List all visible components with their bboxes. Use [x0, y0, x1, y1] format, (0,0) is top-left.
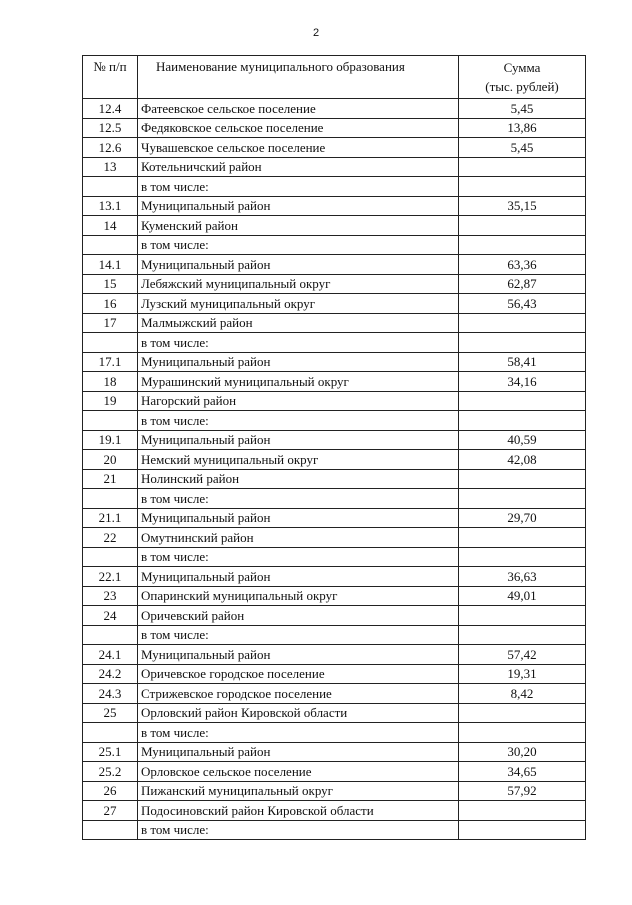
row-name: Лузский муниципальный округ: [138, 294, 459, 314]
row-sum: 58,41: [459, 352, 586, 372]
row-name: Муниципальный район: [138, 645, 459, 665]
table-row: [83, 430, 586, 450]
row-number: 17.1: [83, 352, 138, 372]
row-number: [83, 820, 138, 840]
table-row: [83, 547, 586, 567]
row-number: 12.5: [83, 118, 138, 138]
row-name: Котельничский район: [138, 157, 459, 177]
table-row: [83, 606, 586, 626]
row-name: Куменский район: [138, 216, 459, 236]
row-number: [83, 177, 138, 197]
table-row: [83, 801, 586, 821]
row-name: Муниципальный район: [138, 508, 459, 528]
table-row: [83, 196, 586, 216]
row-number: 22.1: [83, 567, 138, 587]
table-row: [83, 703, 586, 723]
table-row: [83, 742, 586, 762]
row-sum: [459, 723, 586, 743]
row-name: Мурашинский муниципальный округ: [138, 372, 459, 392]
row-name: Стрижевское городское поселение: [138, 684, 459, 704]
row-number: 24.3: [83, 684, 138, 704]
row-number: 18: [83, 372, 138, 392]
row-sum: 62,87: [459, 274, 586, 294]
row-name: Лебяжский муниципальный округ: [138, 274, 459, 294]
row-number: 25.1: [83, 742, 138, 762]
table-row: [83, 625, 586, 645]
row-number: 16: [83, 294, 138, 314]
row-name: Малмыжский район: [138, 313, 459, 333]
row-sum: 63,36: [459, 255, 586, 275]
row-sum: 36,63: [459, 567, 586, 587]
table-row: [83, 99, 586, 119]
header-sum-unit: (тыс. рублей): [485, 79, 559, 94]
row-number: 25: [83, 703, 138, 723]
row-name: Орловский район Кировской области: [138, 703, 459, 723]
header-number: № п/п: [83, 56, 138, 99]
row-number: [83, 547, 138, 567]
header-sum-title: Сумма: [503, 60, 541, 75]
row-name: Оричевское городское поселение: [138, 664, 459, 684]
table-row: [83, 294, 586, 314]
header-name: Наименование муниципального образования: [138, 56, 459, 99]
row-name: в том числе:: [138, 235, 459, 255]
row-name: Муниципальный район: [138, 255, 459, 275]
row-sum: 5,45: [459, 99, 586, 119]
row-sum: 40,59: [459, 430, 586, 450]
row-name: в том числе:: [138, 333, 459, 353]
row-sum: [459, 469, 586, 489]
table-row: [83, 235, 586, 255]
table-row: [83, 138, 586, 158]
row-sum: 42,08: [459, 450, 586, 470]
table-row: [83, 645, 586, 665]
row-name: Оричевский район: [138, 606, 459, 626]
allocation-table: [82, 55, 586, 840]
row-name: Чувашевское сельское поселение: [138, 138, 459, 158]
row-sum: [459, 801, 586, 821]
row-sum: 35,15: [459, 196, 586, 216]
row-sum: 56,43: [459, 294, 586, 314]
row-number: 14: [83, 216, 138, 236]
row-number: [83, 411, 138, 431]
row-number: [83, 625, 138, 645]
row-sum: 29,70: [459, 508, 586, 528]
row-number: 25.2: [83, 762, 138, 782]
table-row: [83, 723, 586, 743]
row-name: Опаринский муниципальный округ: [138, 586, 459, 606]
row-sum: [459, 333, 586, 353]
row-number: [83, 489, 138, 509]
row-name: Орловское сельское поселение: [138, 762, 459, 782]
table-header: [83, 56, 586, 99]
row-number: 20: [83, 450, 138, 470]
row-name: в том числе:: [138, 625, 459, 645]
row-number: 13.1: [83, 196, 138, 216]
row-number: 13: [83, 157, 138, 177]
table-row: [83, 372, 586, 392]
row-name: Подосиновский район Кировской области: [138, 801, 459, 821]
table-row: [83, 508, 586, 528]
table-row: [83, 450, 586, 470]
row-number: 12.4: [83, 99, 138, 119]
row-sum: 57,42: [459, 645, 586, 665]
row-sum: 8,42: [459, 684, 586, 704]
row-number: 21.1: [83, 508, 138, 528]
row-number: 24: [83, 606, 138, 626]
table-row: [83, 333, 586, 353]
row-number: 22: [83, 528, 138, 548]
row-name: Фатеевское сельское поселение: [138, 99, 459, 119]
row-sum: [459, 703, 586, 723]
row-sum: [459, 547, 586, 567]
table-row: [83, 177, 586, 197]
row-number: 14.1: [83, 255, 138, 275]
row-sum: [459, 528, 586, 548]
row-name: Омутнинский район: [138, 528, 459, 548]
table-row: [83, 567, 586, 587]
table-row: [83, 586, 586, 606]
header-row: [83, 56, 586, 99]
row-number: 24.1: [83, 645, 138, 665]
table-row: [83, 391, 586, 411]
table-row: [83, 781, 586, 801]
row-sum: [459, 606, 586, 626]
row-name: Муниципальный район: [138, 567, 459, 587]
row-sum: 34,65: [459, 762, 586, 782]
row-sum: 34,16: [459, 372, 586, 392]
table-row: [83, 216, 586, 236]
row-number: 15: [83, 274, 138, 294]
row-number: 17: [83, 313, 138, 333]
row-sum: 13,86: [459, 118, 586, 138]
row-sum: [459, 216, 586, 236]
table-row: [83, 684, 586, 704]
row-name: в том числе:: [138, 177, 459, 197]
row-number: [83, 723, 138, 743]
table-row: [83, 528, 586, 548]
row-name: Пижанский муниципальный округ: [138, 781, 459, 801]
row-sum: [459, 489, 586, 509]
row-number: 12.6: [83, 138, 138, 158]
page-number: 2: [312, 27, 320, 39]
table-row: [83, 664, 586, 684]
table-row: [83, 157, 586, 177]
row-name: в том числе:: [138, 411, 459, 431]
row-sum: 19,31: [459, 664, 586, 684]
table-row: [83, 274, 586, 294]
row-name: в том числе:: [138, 489, 459, 509]
row-number: 19.1: [83, 430, 138, 450]
table-row: [83, 820, 586, 840]
row-sum: 49,01: [459, 586, 586, 606]
row-name: Муниципальный район: [138, 430, 459, 450]
row-name: Муниципальный район: [138, 352, 459, 372]
row-name: Нолинский район: [138, 469, 459, 489]
row-name: Муниципальный район: [138, 196, 459, 216]
row-name: в том числе:: [138, 820, 459, 840]
table-row: [83, 313, 586, 333]
table-row: [83, 255, 586, 275]
row-number: 26: [83, 781, 138, 801]
row-number: [83, 333, 138, 353]
row-sum: [459, 625, 586, 645]
row-number: 21: [83, 469, 138, 489]
table-row: [83, 118, 586, 138]
row-name: Муниципальный район: [138, 742, 459, 762]
row-sum: 57,92: [459, 781, 586, 801]
row-sum: 30,20: [459, 742, 586, 762]
row-sum: [459, 235, 586, 255]
row-number: 24.2: [83, 664, 138, 684]
row-sum: [459, 411, 586, 431]
row-name: Немский муниципальный округ: [138, 450, 459, 470]
row-name: в том числе:: [138, 723, 459, 743]
row-number: 19: [83, 391, 138, 411]
row-name: в том числе:: [138, 547, 459, 567]
header-sum: [459, 56, 586, 99]
row-name: Нагорский район: [138, 391, 459, 411]
row-name: Федяковское сельское поселение: [138, 118, 459, 138]
row-sum: [459, 313, 586, 333]
table-body: [83, 99, 586, 840]
table-row: [83, 411, 586, 431]
table-row: [83, 762, 586, 782]
table-row: [83, 469, 586, 489]
row-number: 23: [83, 586, 138, 606]
row-number: [83, 235, 138, 255]
row-sum: [459, 820, 586, 840]
table-row: [83, 352, 586, 372]
table-row: [83, 489, 586, 509]
row-sum: [459, 157, 586, 177]
row-sum: [459, 177, 586, 197]
row-sum: 5,45: [459, 138, 586, 158]
row-sum: [459, 391, 586, 411]
row-number: 27: [83, 801, 138, 821]
